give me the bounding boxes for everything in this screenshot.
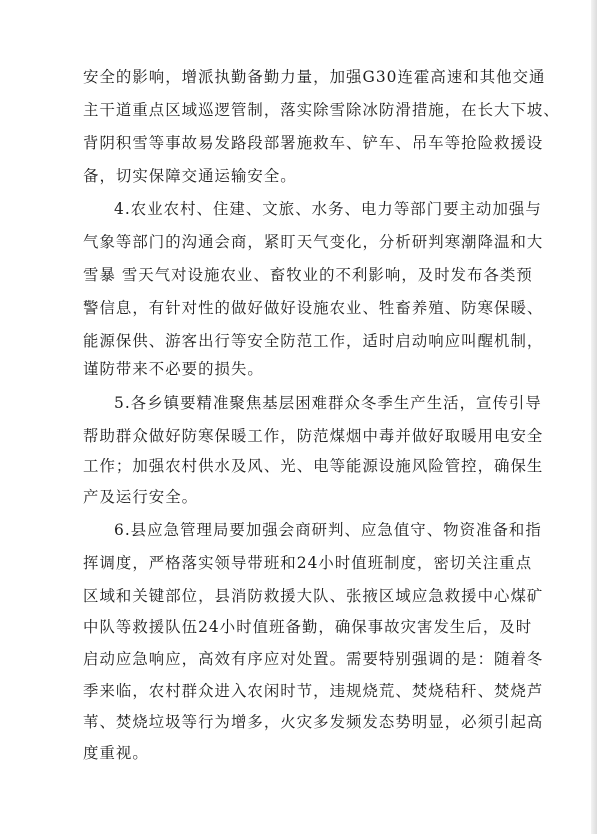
paragraph-6-line-2: 挥调度，严格落实领导带班和24小时值班制度，密切关注重点 <box>83 554 533 572</box>
scan-edge-shadow <box>591 0 597 834</box>
paragraph-4-line-1: 4.农业农村、住建、文旅、水务、电力等部门要主动加强与 <box>114 200 542 218</box>
paragraph-6-line-4: 中队等救援队伍24小时值班备勤，确保事故灾害发生后，及时 <box>83 618 533 636</box>
paragraph-5-line-1: 5.各乡镇要精准聚焦基层困难群众冬季生产生活，宣传引导 <box>114 394 542 412</box>
text-line-3: 背阴积雪等事故易发路段部署施救车、铲车、吊车等抢险救援设 <box>83 134 544 152</box>
paragraph-6-line-1: 6.县应急管理局要加强会商研判、应急值守、物资准备和指 <box>114 521 542 539</box>
paragraph-6-line-6: 季来临，农村群众进入农闲时节，违规烧荒、焚烧秸秆、焚烧芦 <box>83 682 544 700</box>
paragraph-4-line-6: 谨防带来不必要的损失。 <box>83 360 264 378</box>
paragraph-6-line-5: 启动应急响应，高效有序应对处置。需要特别强调的是：随着冬 <box>83 650 544 668</box>
paragraph-5-line-4: 产及运行安全。 <box>83 488 199 506</box>
paragraph-6-line-3: 区域和关键部位，县消防救援大队、张掖区域应急救援中心煤矿 <box>83 587 544 605</box>
paragraph-5-line-3: 工作；加强农村供水及风、光、电等能源设施风险管控，确保生 <box>83 457 544 475</box>
text-line-1: 安全的影响，增派执勤备勤力量，加强G30连霍高速和其他交通 <box>83 68 546 86</box>
paragraph-6-line-8: 度重视。 <box>83 744 149 762</box>
text-line-4: 备，切实保障交通运输安全。 <box>83 167 297 185</box>
paragraph-4-line-3: 雪暴 雪天气对设施农业、畜牧业的不利影响，及时发布各类预 <box>83 266 533 284</box>
text-line-2: 主干道重点区域巡逻管制，落实除雪除冰防滑措施，在长大下坡、 <box>83 101 560 119</box>
paragraph-4-line-4: 警信息，有针对性的做好做好设施农业、牲畜养殖、防寒保暖、 <box>83 299 544 317</box>
paragraph-4-line-2: 气象等部门的沟通会商，紧盯天气变化，分析研判寒潮降温和大 <box>83 233 544 251</box>
paragraph-4-line-5: 能源保供、游客出行等安全防范工作，适时启动响应叫醒机制， <box>83 332 544 350</box>
paragraph-5-line-2: 帮助群众做好防寒保暖工作，防范煤烟中毒并做好取暖用电安全 <box>83 427 544 445</box>
paragraph-6-line-7: 苇、焚烧垃圾等行为增多，火灾多发频发态势明显，必须引起高 <box>83 713 544 731</box>
